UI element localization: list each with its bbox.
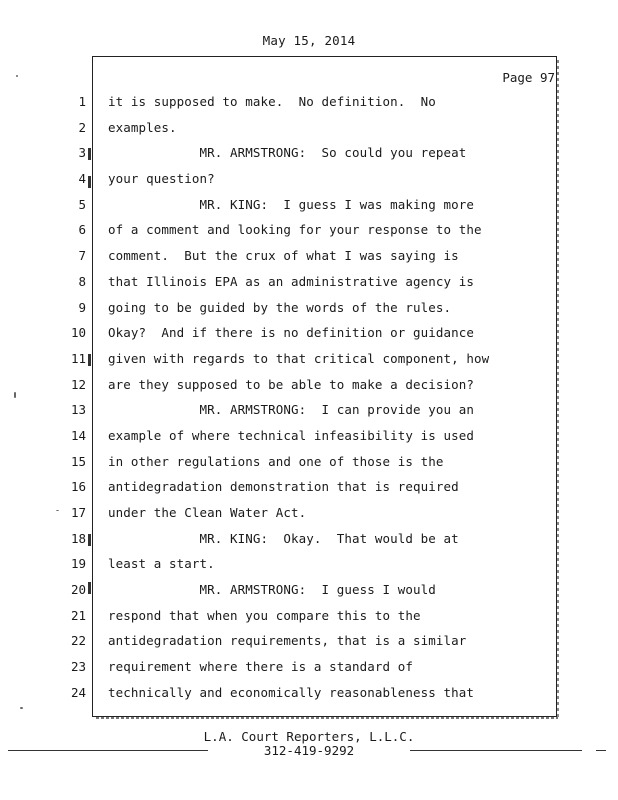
transcript-line: given with regards to that critical component, how <box>108 350 490 366</box>
line-number: 15 <box>70 453 86 469</box>
line-number: 2 <box>78 119 86 135</box>
scan-speck <box>56 510 59 511</box>
margin-tick <box>88 582 91 594</box>
transcript-line: respond that when you compare this to the <box>108 607 421 623</box>
line-number-column <box>60 92 86 709</box>
line-number: 16 <box>70 479 86 495</box>
line-number: 10 <box>70 325 86 341</box>
transcript-line: going to be guided by the words of the rules. <box>108 299 452 315</box>
scan-speck <box>20 707 23 709</box>
line-number: 1 <box>78 94 86 109</box>
margin-tick <box>88 148 91 160</box>
transcript-line: antidegradation requirements, that is a similar <box>108 633 467 649</box>
transcript-line: example of where technical infeasibility is used <box>108 427 475 443</box>
transcript-line: MR. KING: I guess I was making more <box>108 196 475 212</box>
header-date: May 15, 2014 <box>262 33 356 48</box>
line-number: 4 <box>78 171 86 187</box>
footer-reporter-name: L.A. Court Reporters, L.L.C. <box>203 729 415 744</box>
margin-tick <box>88 176 91 188</box>
line-number: 23 <box>70 659 86 675</box>
transcript-line: antidegradation demonstration that is required <box>108 479 459 495</box>
scan-speck <box>14 392 16 398</box>
line-number: 20 <box>70 582 86 598</box>
transcript-line: MR. ARMSTRONG: So could you repeat <box>108 145 467 161</box>
transcript-text <box>108 92 548 709</box>
line-number: 5 <box>78 196 86 212</box>
transcript-line: your question? <box>108 171 215 187</box>
transcript-line: least a start. <box>108 556 215 572</box>
line-number: 21 <box>70 607 86 623</box>
frame-shadow-bottom <box>96 717 558 719</box>
transcript-line: requirement where there is a standard of <box>108 659 414 675</box>
frame-shadow-right <box>557 60 559 720</box>
footer-phone: 312-419-9292 <box>263 743 355 758</box>
transcript-line: of a comment and looking for your response to the <box>108 222 482 238</box>
line-number: 13 <box>70 402 86 418</box>
line-number: 12 <box>70 376 86 392</box>
page-number-label: Page 97 <box>502 70 555 85</box>
line-number: 19 <box>70 556 86 572</box>
line-number: 22 <box>70 633 86 649</box>
transcript-line: are they supposed to be able to make a decision? <box>108 376 475 392</box>
line-number: 8 <box>78 273 86 289</box>
transcript-line: MR. KING: Okay. That would be at <box>108 530 459 546</box>
transcript-line: it is supposed to make. No definition. No <box>108 94 436 109</box>
line-number: 7 <box>78 248 86 264</box>
line-number: 9 <box>78 299 86 315</box>
line-number: 14 <box>70 427 86 443</box>
transcript-line: MR. ARMSTRONG: I can provide you an <box>108 402 475 418</box>
line-number: 18 <box>70 530 86 546</box>
transcript-line: Okay? And if there is no definition or guidance <box>108 325 475 341</box>
scan-speck <box>16 75 18 77</box>
transcript-line: that Illinois EPA as an administrative agency is <box>108 273 475 289</box>
line-number: 6 <box>78 222 86 238</box>
transcript-line: MR. ARMSTRONG: I guess I would <box>108 582 436 598</box>
line-number: 24 <box>70 684 86 700</box>
margin-tick <box>88 534 91 546</box>
transcript-line: under the Clean Water Act. <box>108 505 307 520</box>
transcript-line: comment. But the crux of what I was saying is <box>108 248 459 264</box>
margin-tick <box>88 354 91 366</box>
line-number: 3 <box>78 145 86 161</box>
transcript-line: examples. <box>108 119 177 135</box>
transcript-line: in other regulations and one of those is the <box>108 453 444 469</box>
line-number: 17 <box>70 505 86 520</box>
transcript-line: technically and economically reasonableness that <box>108 684 475 700</box>
line-number: 11 <box>70 350 86 366</box>
